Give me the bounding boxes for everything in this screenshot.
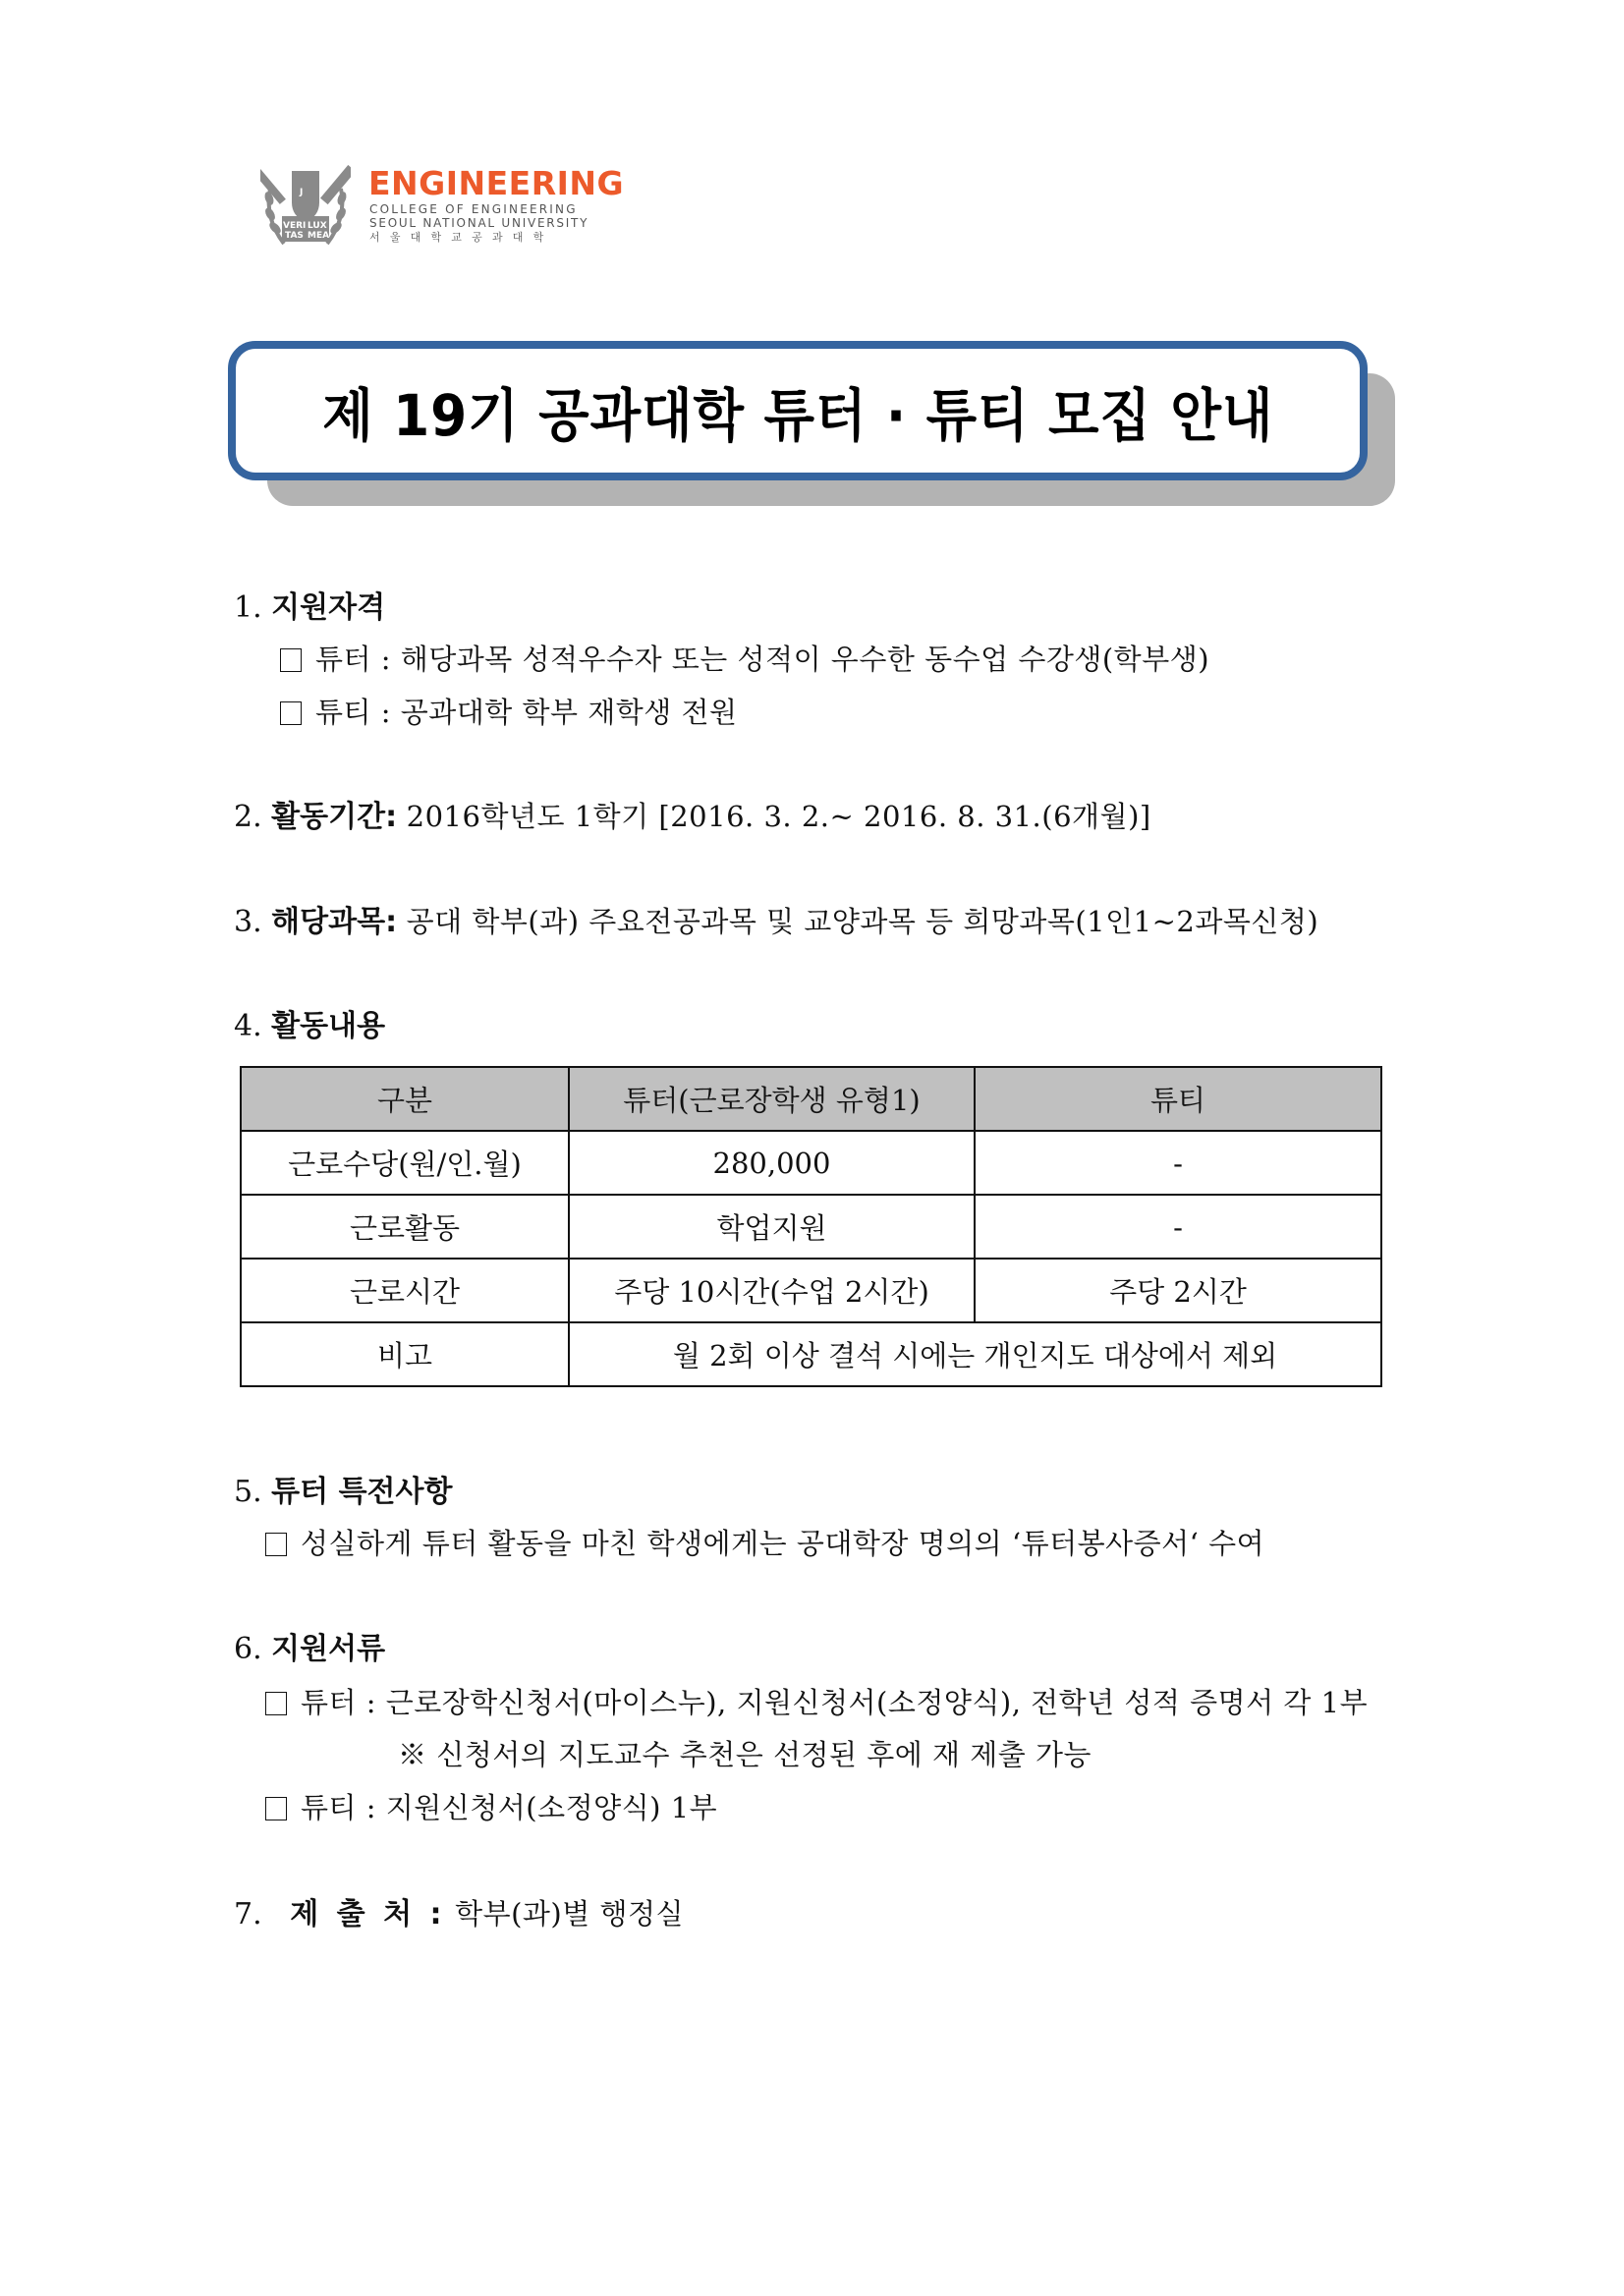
table-cell: 주당 2시간 [975,1259,1381,1322]
logo-university-name: SEOUL NATIONAL UNIVERSITY [369,216,589,230]
table-cell: - [975,1131,1381,1195]
list-item-text: 성실하게 튜터 활동을 마친 학생에게는 공대학장 명의의 ‘튜터봉사증서‘ 수여 [301,1527,1265,1560]
section-1-heading [234,590,386,625]
svg-text:LUX: LUX [308,221,327,231]
section-number: 6. [234,1632,262,1666]
list-item [280,645,1209,674]
list-item [265,1791,718,1824]
section-7 [234,1897,685,1932]
note-text: ※ 신청서의 지도교수 추천은 선정된 후에 재 제출 가능 [398,1738,1092,1771]
section-5-heading [234,1475,453,1509]
title-box [228,341,1368,480]
section-title: 활동기간: [271,800,398,834]
table-cell: 학업지원 [569,1195,975,1259]
section-number: 2. [234,800,262,834]
activity-table [240,1066,1382,1387]
svg-text:VERI: VERI [283,221,307,231]
table-row [241,1259,1381,1322]
section-number: 3. [234,905,262,939]
table-cell: 주당 10시간(수업 2시간) [569,1259,975,1322]
checkbox-square-icon [280,701,302,725]
section-number: 1. [234,590,262,625]
list-item [265,1686,1369,1719]
page-title: 제 19기 공과대학 튜터 · 튜티 모집 안내 [321,382,1274,449]
section-title: 지원자격 [271,590,386,625]
section-text: 학부(과)별 행정실 [455,1897,685,1931]
checkbox-square-icon [265,1692,287,1715]
table-row [241,1195,1381,1259]
table-header-row [241,1067,1381,1131]
section-title: 지원서류 [271,1632,386,1666]
list-item [280,696,738,729]
section-number: 4. [234,1009,262,1043]
section-number: 7. [234,1897,262,1932]
section-title: 제 출 처 : [290,1897,446,1932]
checkbox-square-icon [265,1533,287,1556]
table-header: 튜터(근로장학생 유형1) [569,1067,975,1131]
section-3 [234,905,1319,939]
section-4-heading [234,1009,386,1043]
list-item [265,1527,1265,1560]
svg-text:J: J [300,188,304,197]
section-title: 활동내용 [271,1009,386,1043]
table-header: 튜티 [975,1067,1381,1131]
snu-emblem-icon [260,159,351,252]
section-number: 5. [234,1475,262,1509]
table-row [241,1322,1381,1386]
section-6-heading [234,1632,386,1666]
section-text: 공대 학부(과) 주요전공과목 및 교양과목 등 희망과목(1인1~2과목신청) [406,905,1319,938]
logo-korean-name: 서울대학교공과대학 [369,231,554,244]
table-cell-merged: 월 2회 이상 결석 시에는 개인지도 대상에서 제외 [569,1322,1381,1386]
table-cell: 근로시간 [241,1259,569,1322]
list-item-text: 튜터 : 근로장학신청서(마이스누), 지원신청서(소정양식), 전학년 성적 증명서 각 1부 [301,1686,1369,1719]
svg-text:MEA: MEA [308,231,330,241]
list-item-text: 튜티 : 공과대학 학부 재학생 전원 [315,696,738,729]
logo-college-name: COLLEGE OF ENGINEERING [369,202,578,216]
svg-text:TAS: TAS [285,231,304,241]
list-item-text: 튜티 : 지원신청서(소정양식) 1부 [301,1791,718,1824]
table-cell: 근로수당(원/인.월) [241,1131,569,1195]
table-cell: 근로활동 [241,1195,569,1259]
table-cell: 280,000 [569,1131,975,1195]
section-title: 튜터 특전사항 [271,1475,453,1509]
table-row [241,1131,1381,1195]
checkbox-square-icon [280,648,302,672]
list-item-text: 튜터 : 해당과목 성적우수자 또는 성적이 우수한 동수업 수강생(학부생) [315,643,1210,676]
list-item-note [398,1738,1092,1771]
table-header: 구분 [241,1067,569,1131]
table-cell: - [975,1195,1381,1259]
checkbox-square-icon [265,1797,287,1820]
section-text: 2016학년도 1학기 [2016. 3. 2.~ 2016. 8. 31.(6개월)] [406,800,1151,833]
snu-engineering-logo [258,157,625,255]
section-2 [234,800,1151,834]
section-title: 해당과목: [271,905,398,939]
table-cell: 비고 [241,1322,569,1386]
logo-wordmark: ENGINEERING [368,164,625,202]
